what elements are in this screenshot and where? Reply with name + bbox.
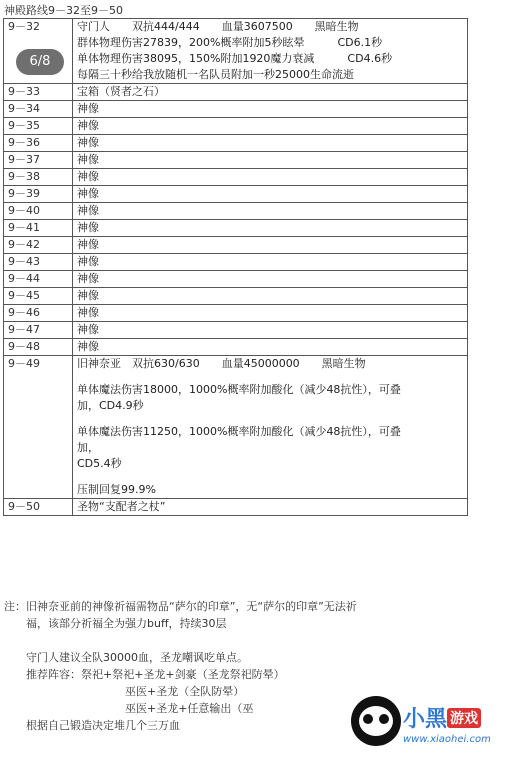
row-id-text: 9－47: [8, 323, 40, 336]
row-id-text: 9－49: [8, 357, 40, 370]
row-line: 神像: [77, 306, 99, 319]
logo-sub: 游戏: [447, 708, 481, 728]
row-id-text: 9－34: [8, 102, 40, 115]
row-id: [4, 339, 73, 356]
note-line: 守门人建议全队30000血，圣龙嘲讽吃单点。: [4, 651, 248, 664]
note-line: 根据自己锻造决定堆几个三万血: [4, 719, 180, 732]
row-id-text: 9－42: [8, 238, 40, 251]
row-line: 单体魔法伤害18000，1000%概率附加酸化（减少48抗性），可叠: [77, 383, 401, 396]
row-content: [73, 339, 468, 356]
table-row: [4, 135, 468, 152]
note-line: 巫医+圣龙（全队防晕）: [4, 685, 245, 698]
table-row: [4, 152, 468, 169]
row-line: 神像: [77, 255, 99, 268]
panda-icon: [351, 696, 401, 746]
row-id-text: 9－45: [8, 289, 40, 302]
row-id: [4, 118, 73, 135]
row-id: [4, 288, 73, 305]
table-row: [4, 322, 468, 339]
row-content: [73, 356, 468, 499]
row-id: [4, 101, 73, 118]
row-content: [73, 305, 468, 322]
row-line: 守门人 双抗444/444 血量3607500 黑暗生物: [77, 20, 359, 33]
row-id-text: 9－37: [8, 153, 40, 166]
row-content: [73, 322, 468, 339]
row-line: 旧神奈亚 双抗630/630 血量45000000 黑暗生物: [77, 357, 366, 370]
row-id: [4, 356, 73, 499]
table-row: [4, 254, 468, 271]
row-line: 群体物理伤害27839，200%概率附加5秒眩晕 CD6.1秒: [77, 36, 383, 49]
row-line: [77, 414, 463, 424]
row-line: 神像: [77, 289, 99, 302]
row-line: 神像: [77, 272, 99, 285]
row-line: [77, 372, 463, 382]
page-title: 神殿路线9－32至9－50: [4, 4, 123, 17]
row-line: 圣物“支配者之杖”: [77, 500, 166, 513]
table-row: [4, 84, 468, 101]
row-id-text: 9－40: [8, 204, 40, 217]
table-row: [4, 220, 468, 237]
table-row: [4, 118, 468, 135]
row-content: [73, 271, 468, 288]
table-row: [4, 19, 468, 84]
site-logo: [351, 696, 501, 752]
row-content: [73, 203, 468, 220]
row-content: [73, 84, 468, 101]
page-badge: 6/8: [16, 49, 64, 75]
table-row: [4, 356, 468, 499]
row-id-text: 9－32: [8, 20, 40, 33]
row-line: 神像: [77, 340, 99, 353]
row-line: 神像: [77, 153, 99, 166]
row-content: [73, 288, 468, 305]
row-content: [73, 101, 468, 118]
row-line: 加，: [77, 441, 99, 454]
row-id-text: 9－38: [8, 170, 40, 183]
table-row: [4, 237, 468, 254]
row-line: 压制回复99.9%: [77, 483, 156, 496]
row-id-text: 9－43: [8, 255, 40, 268]
row-line: 宝箱（贤者之石）: [77, 85, 165, 98]
row-id: [4, 169, 73, 186]
row-id: [4, 254, 73, 271]
row-content: [73, 220, 468, 237]
note-line: 注：旧神奈亚前的神像祈福需物品“萨尔的印章”，无“萨尔的印章”无法祈: [4, 600, 357, 613]
row-content: [73, 254, 468, 271]
note-line: [4, 632, 474, 649]
row-line: 每隔三十秒给我放随机一名队员附加一秒25000生命流逝: [77, 68, 354, 81]
row-line: 神像: [77, 221, 99, 234]
table-row: [4, 288, 468, 305]
row-id: [4, 186, 73, 203]
row-content: [73, 237, 468, 254]
row-id-text: 9－50: [8, 500, 40, 513]
row-id-text: 9－41: [8, 221, 40, 234]
table-row: [4, 203, 468, 220]
row-id: [4, 220, 73, 237]
row-content: [73, 186, 468, 203]
route-table: [3, 18, 468, 516]
row-content: [73, 152, 468, 169]
row-id-text: 9－36: [8, 136, 40, 149]
row-line: 神像: [77, 136, 99, 149]
row-id: [4, 237, 73, 254]
row-line: 神像: [77, 238, 99, 251]
row-line: 单体物理伤害38095，150%附加1920魔力衰减 CD4.6秒: [77, 52, 393, 65]
table-row: [4, 305, 468, 322]
row-id: [4, 322, 73, 339]
row-line: 神像: [77, 119, 99, 132]
row-id: [4, 135, 73, 152]
row-line: 神像: [77, 170, 99, 183]
row-content: [73, 169, 468, 186]
row-id: [4, 19, 73, 84]
note-line: 巫医+圣龙+任意输出（巫: [4, 702, 254, 715]
row-id-text: 9－46: [8, 306, 40, 319]
row-id-text: 9－35: [8, 119, 40, 132]
row-id: [4, 305, 73, 322]
row-line: 神像: [77, 204, 99, 217]
row-line: 神像: [77, 187, 99, 200]
row-content: [73, 499, 468, 516]
row-content: [73, 135, 468, 152]
logo-brand: 小黑: [403, 707, 448, 732]
row-id-text: 9－48: [8, 340, 40, 353]
table-row: [4, 101, 468, 118]
row-id: [4, 152, 73, 169]
table-row: [4, 169, 468, 186]
row-id-text: 9－44: [8, 272, 40, 285]
row-id-text: 9－39: [8, 187, 40, 200]
row-line: 神像: [77, 102, 99, 115]
row-line: 加，CD4.9秒: [77, 399, 144, 412]
table-row: [4, 271, 468, 288]
row-id: [4, 499, 73, 516]
row-line: [77, 472, 463, 482]
note-line: 推荐阵容：祭祀+祭祀+圣龙+剑豪（圣龙祭祀防晕）: [4, 668, 285, 681]
row-line: 神像: [77, 323, 99, 336]
table-row: [4, 339, 468, 356]
row-line: 单体魔法伤害11250，1000%概率附加酸化（减少48抗性），可叠: [77, 425, 401, 438]
row-content: [73, 19, 468, 84]
row-id: [4, 271, 73, 288]
table-row: [4, 499, 468, 516]
note-line: 福，该部分祈福全为强力buff，持续30层: [4, 617, 227, 630]
row-line: CD5.4秒: [77, 457, 122, 470]
row-content: [73, 118, 468, 135]
row-id: [4, 203, 73, 220]
row-id: [4, 84, 73, 101]
logo-url: www.xiaohei.com: [403, 734, 491, 745]
table-row: [4, 186, 468, 203]
row-id-text: 9－33: [8, 85, 40, 98]
